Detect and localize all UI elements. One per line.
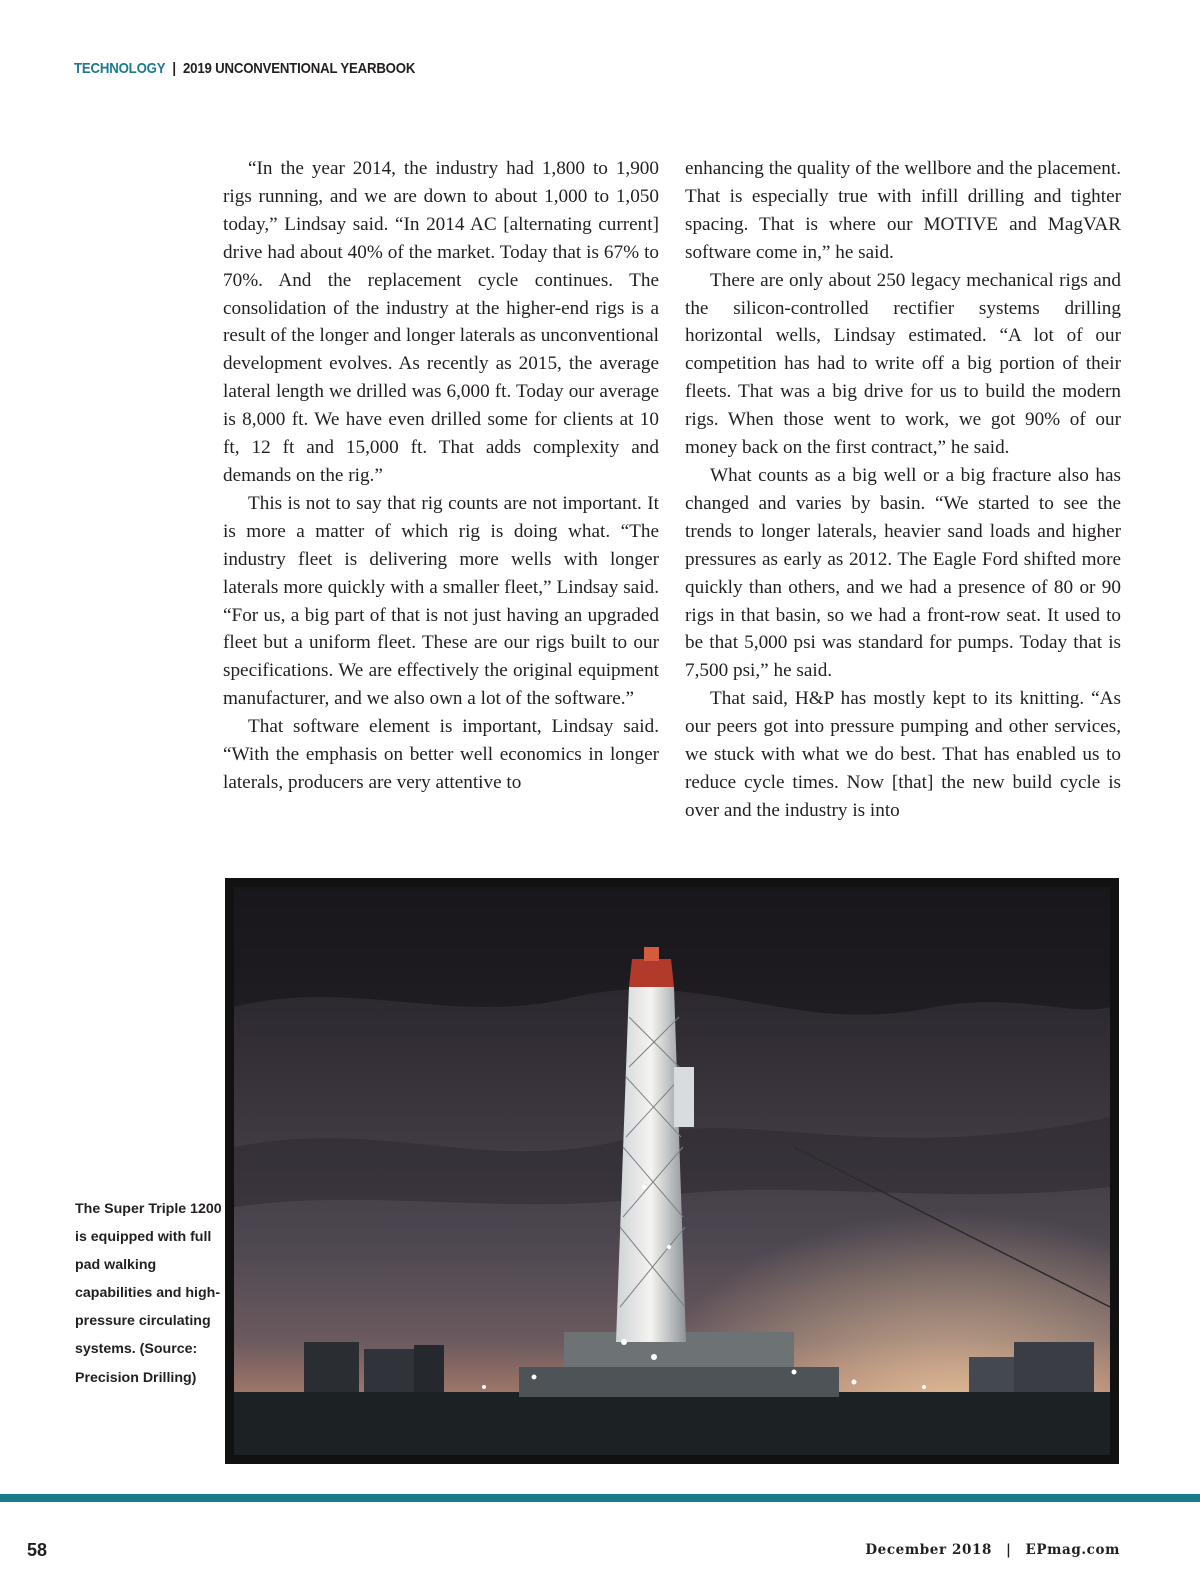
paragraph: “In the year 2014, the industry had 1,800 to 1,900 rigs running, and we are down to about 1,000 to 1,050 today,” Lindsay said. “In 2014 AC [alternating current] drive had about 40% of the market. Today that is 67% to 70%. And the replacement cycle continues. The consolidation of the industry at the higher-end rigs is a result of the longer and longer laterals as unconventional development evolves. As recently as 2015, the average lateral length we drilled was 6,000 ft. Today our average is 8,000 ft. We have even drilled some for clients at 10 ft, 12 ft and 15,000 ft. That adds complexity and demands on the rig.” <box>223 158 659 486</box>
paragraph: That said, H&P has mostly kept to its knitting. “As our peers got into pressure pumping and other services, we stuck with what we do best. That has enabled us to reduce cycle times. Now [that] the new build cycle is over and the industry is into <box>685 688 1121 821</box>
issue-date: December 2018 <box>865 1542 992 1558</box>
section-label: TECHNOLOGY <box>74 60 166 77</box>
footer-separator: | <box>1005 1542 1012 1558</box>
header-separator: | <box>172 60 176 77</box>
photo-caption: The Super Triple 1200 is equipped with full pad walking capabilities and high-pressure circulating systems. (Source: Precision Drilling) <box>75 1201 222 1386</box>
website: EPmag.com <box>1025 1542 1120 1558</box>
drilling-rig-photo <box>234 887 1110 1455</box>
paragraph: This is not to say that rig counts are not important. It is more a matter of which rig is doing what. “The industry fleet is delivering more wells with longer laterals more quickly with a smaller fleet,” Lindsay said. “For us, a big part of that is not just having an upgraded fleet but a uniform fleet. These are our rigs built to our specifications. We are effectively the original equipment manufacturer, and we also own a lot of the software.” <box>223 492 659 710</box>
running-head <box>74 60 415 77</box>
article-column-left <box>223 155 659 797</box>
footer-rule <box>0 1494 1200 1502</box>
paragraph: That software element is important, Lindsay said. “With the emphasis on better well economics in longer laterals, producers are very attentive to <box>223 716 659 793</box>
paragraph: What counts as a big well or a big fracture also has changed and varies by basin. “We started to see the trends to longer laterals, heavier sand loads and higher pressures as early as 2012. The Eagle Ford shifted more quickly than others, and we had a presence of 80 or 90 rigs in that basin, so we had a front-row seat. It used to be that 5,000 psi was standard for pumps. Today that is 7,500 psi,” he said. <box>685 464 1121 682</box>
rig-photo-frame <box>225 878 1119 1464</box>
paragraph: enhancing the quality of the wellbore and the placement. That is especially true with infill drilling and tighter spacing. That is where our MOTIVE and MagVAR software come in,” he said. <box>685 158 1121 263</box>
article-column-right <box>685 155 1121 825</box>
paragraph: There are only about 250 legacy mechanical rigs and the silicon-controlled rectifier systems drilling horizontal wells, Lindsay estimated. “A lot of our competition has had to write off a big portion of their fleets. That was a big drive for us to build the modern rigs. When those went to work, we got 90% of our money back on the first contract,” he said. <box>685 269 1121 459</box>
page-number: 58 <box>27 1540 48 1560</box>
footer-info <box>865 1542 1120 1558</box>
publication-title: 2019 UNCONVENTIONAL YEARBOOK <box>182 60 416 77</box>
